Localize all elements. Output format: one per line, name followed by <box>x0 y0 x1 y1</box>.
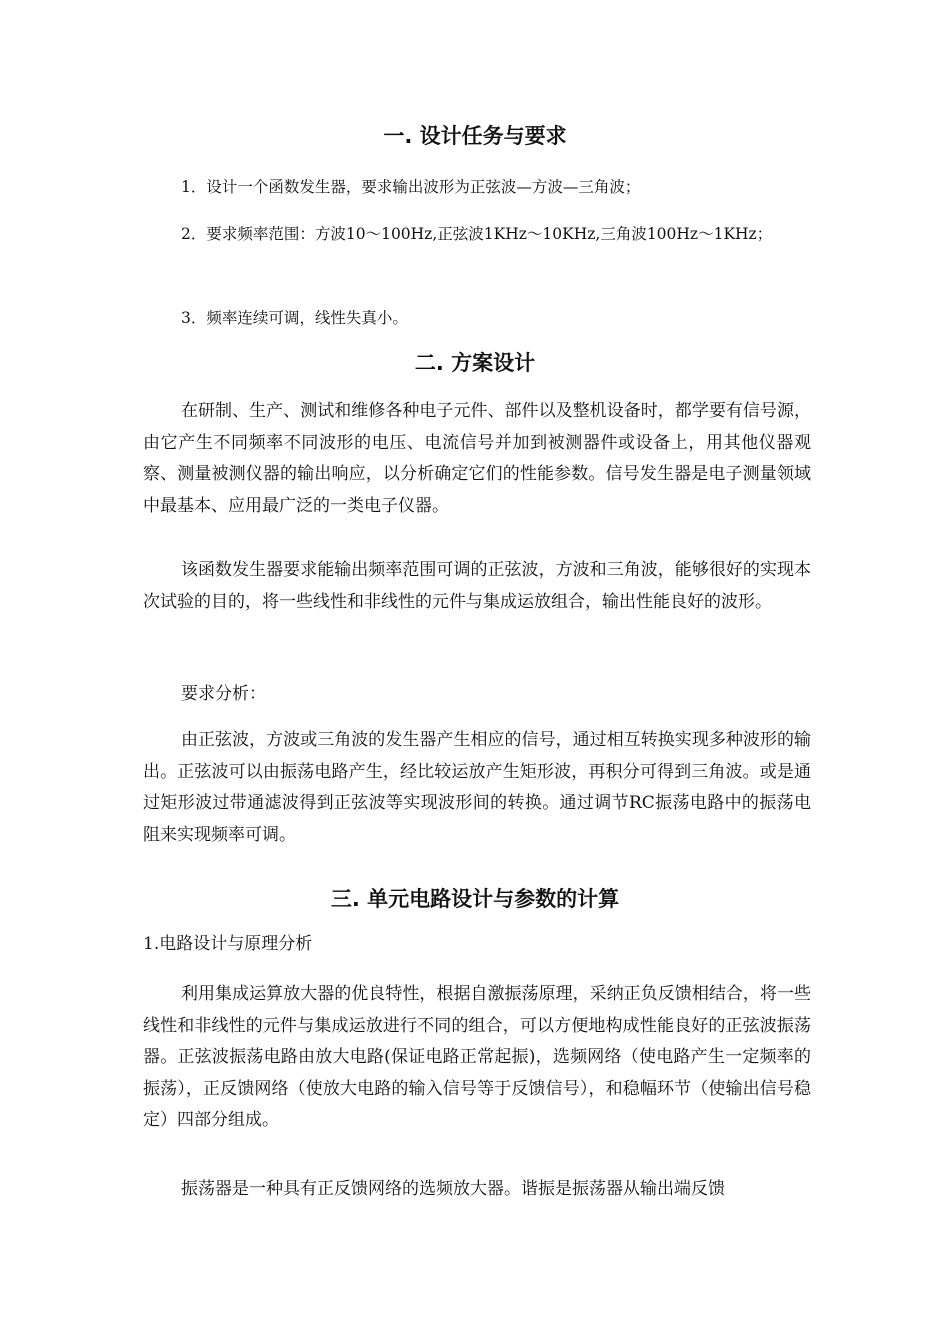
requirement-item-3: 3．频率连续可调，线性失真小。 <box>181 309 408 327</box>
section-2-paragraph-3: 由正弦波，方波或三角波的发生器产生相应的信号，通过相互转换实现多种波形的输出。正弦波可以由振荡电路产生，经比较运放产生矩形波，再积分可得到三角波。或是通过矩形波过带通滤波得到正弦波等实现波形间的转换。通过调节RC振荡电路中的振荡电阻来实现频率可调。 <box>143 730 811 845</box>
section-3-heading: 三. 单元电路设计与参数的计算 <box>330 887 620 911</box>
section-3-paragraph-2: 振荡器是一种具有正反馈网络的选频放大器。谐振是振荡器从输出端反馈 <box>181 1179 725 1199</box>
section-3-subheading: 1.电路设计与原理分析 <box>143 934 313 954</box>
section-2-heading: 二. 方案设计 <box>414 351 536 375</box>
section-3-paragraph-1: 利用集成运算放大器的优良特性，根据自激振荡原理，采纳正负反馈相结合，将一些线性和非线性的元件与集成运放进行不同的组合，可以方便地构成性能良好的正弦波振荡器。正弦波振荡电路由放大电路(保证电路正常起振)，选频网络（使电路产生一定频率的振荡），正反馈网络（使放大电路的输入信号等于反馈信号），和稳幅环节（使输出信号稳定）四部分组成。 <box>143 984 811 1131</box>
section-1-heading: 一. 设计任务与要求 <box>383 124 567 148</box>
requirement-item-1: 1．设计一个函数发生器，要求输出波形为正弦波—方波—三角波； <box>181 178 641 196</box>
requirement-item-2: 2．要求频率范围：方波10～100Hz,正弦波1KHz～10KHz,三角波100Hz～1KHz； <box>181 225 773 243</box>
requirements-analysis-label: 要求分析： <box>181 684 266 704</box>
section-2-paragraph-2: 该函数发生器要求能输出频率范围可调的正弦波，方波和三角波，能够很好的实现本次试验的目的，将一些线性和非线性的元件与集成运放组合，输出性能良好的波形。 <box>143 560 811 612</box>
section-2-paragraph-1: 在研制、生产、测试和维修各种电子元件、部件以及整机设备时，都学要有信号源，由它产生不同频率不同波形的电压、电流信号并加到被测器件或设备上，用其他仪器观察、测量被测仪器的输出响应，以分析确定它们的性能参数。信号发生器是电子测量领域中最基本、应用最广泛的一类电子仪器。 <box>143 401 811 516</box>
